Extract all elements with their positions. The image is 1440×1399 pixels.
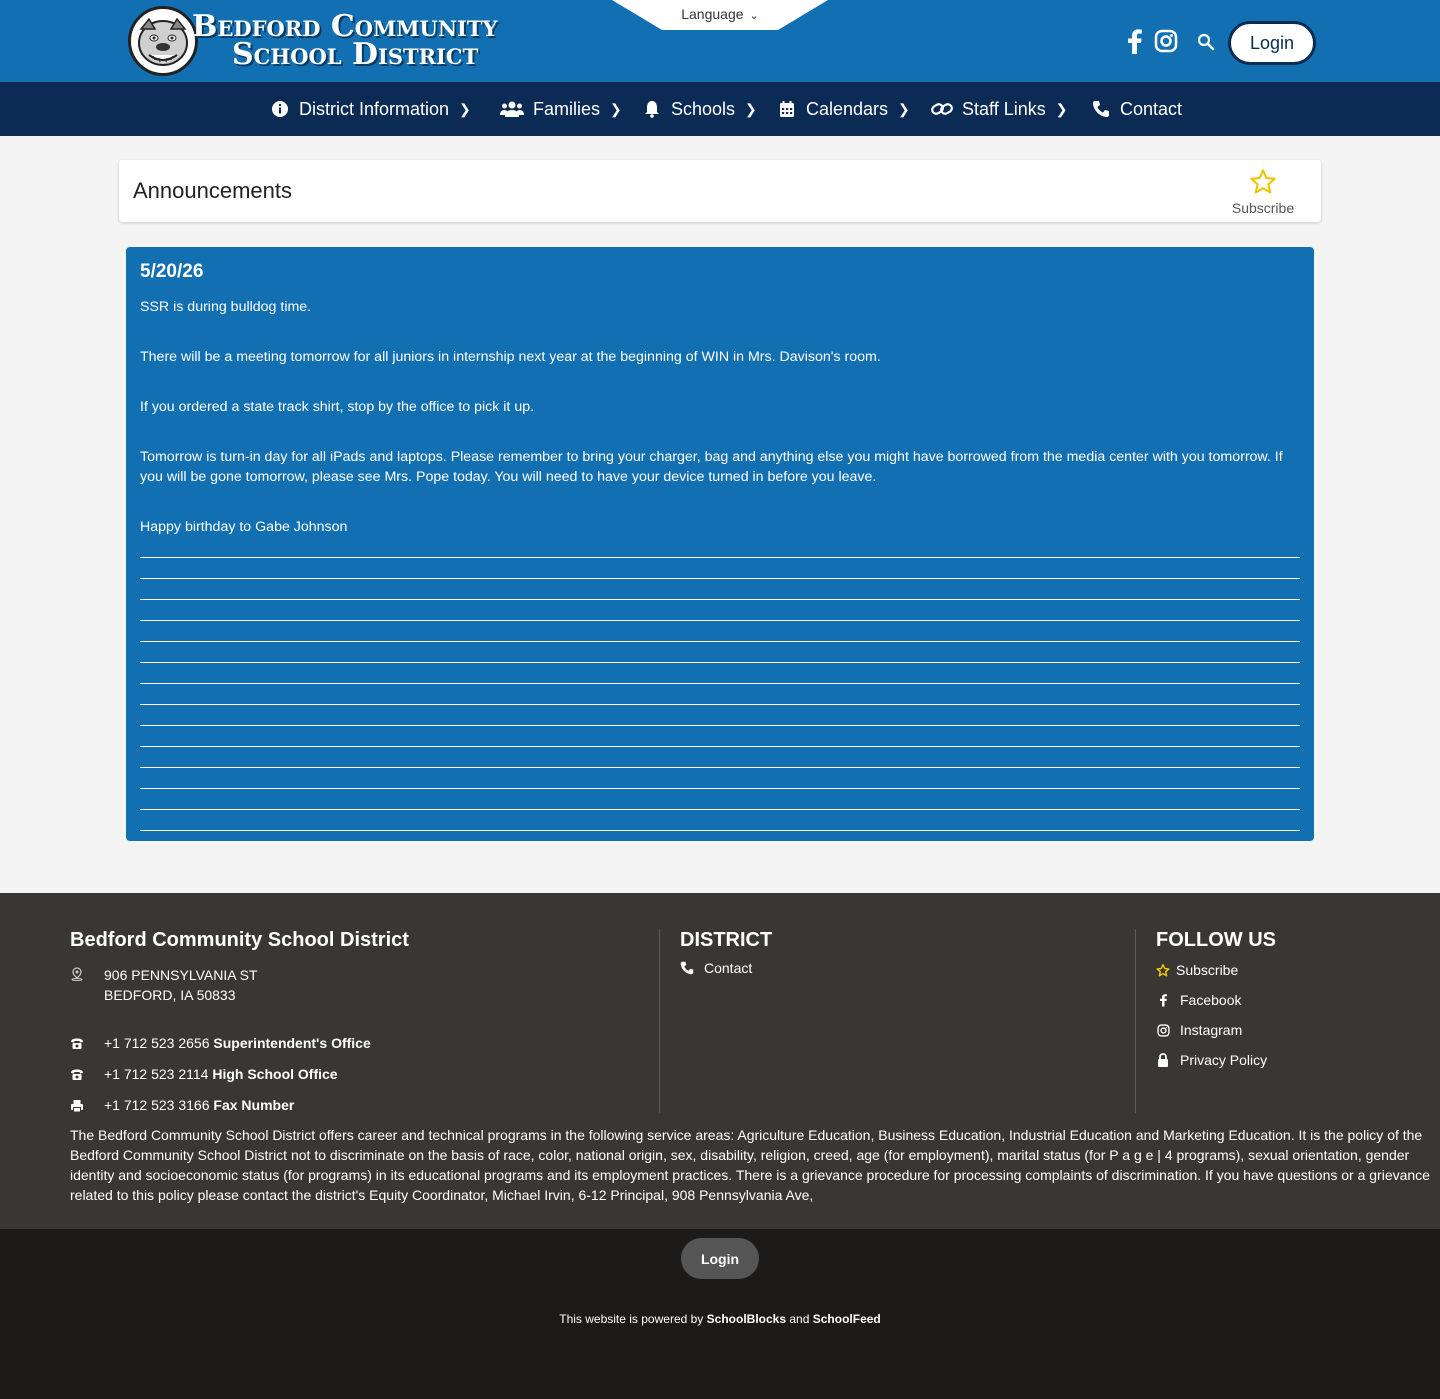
bell-icon [642, 99, 662, 119]
site-footer [0, 893, 1440, 1229]
star-icon [1248, 168, 1278, 196]
chevron-right-icon: ❯ [745, 100, 757, 117]
footer-address [104, 965, 258, 1005]
post-paragraph: SSR is during bulldog time. [140, 299, 312, 315]
footer-org-name: Bedford Community School District [70, 929, 409, 951]
nav-item-district-information[interactable] [270, 82, 471, 136]
announcements-card [119, 160, 1321, 222]
search-icon[interactable] [1197, 33, 1215, 55]
footer-district-heading: DISTRICT [680, 929, 773, 951]
phone-icon [1091, 99, 1111, 119]
powered-prefix: This website is powered by [559, 1312, 704, 1326]
telephone-icon [70, 1036, 84, 1050]
post-divider-line [140, 578, 1300, 579]
post-divider-line [140, 788, 1300, 789]
facebook-icon[interactable] [1124, 28, 1144, 58]
calendar-icon [777, 99, 797, 119]
phone-number: +1 712 523 2656 [104, 1035, 210, 1051]
subscribe-button[interactable] [1223, 168, 1303, 216]
star-icon [1156, 963, 1170, 978]
login-button[interactable]: Login [1228, 21, 1316, 65]
powered-and: and [789, 1312, 810, 1326]
footer-phone-row[interactable] [104, 1035, 371, 1051]
logo-line1: Bedford Community [192, 9, 498, 44]
footer-facebook-link[interactable] [1156, 992, 1241, 1008]
post-divider-line [140, 641, 1300, 642]
telephone-icon [70, 1067, 84, 1081]
people-icon [500, 99, 524, 119]
post-paragraph: Happy birthday to Gabe Johnson [140, 519, 348, 535]
footer-login-button[interactable]: Login [681, 1238, 759, 1279]
phone-label: Superintendent's Office [213, 1035, 371, 1051]
instagram-icon[interactable] [1154, 28, 1178, 58]
powered-by [0, 1312, 1440, 1326]
district-name-logo [192, 9, 498, 72]
phone-label: Fax Number [213, 1097, 295, 1113]
link-label: Facebook [1180, 992, 1242, 1008]
post-paragraph: Tomorrow is turn-in day for all iPads and laptops. Please remember to bring your charger, bag and anything else you might have borrowed from the media center with you tomorrow. If you will be gone tomorrow, please see Mrs. Pope today. You will need to have your device turned in before you leave. [140, 449, 1283, 485]
post-divider-line [140, 620, 1300, 621]
nav-item-families[interactable] [500, 82, 622, 136]
footer-divider [1135, 929, 1136, 1113]
nav-label: Calendars [806, 98, 889, 119]
schoolfeed-link[interactable]: SchoolFeed [812, 1312, 881, 1326]
link-icon [931, 99, 953, 119]
post-divider-line [140, 557, 1300, 558]
link-label: Subscribe [1176, 962, 1239, 978]
address-line2: BEDFORD, IA 50833 [104, 987, 236, 1003]
subscribe-label: Subscribe [1231, 200, 1295, 216]
facebook-icon [1156, 993, 1170, 1007]
nav-item-calendars[interactable] [777, 82, 910, 136]
lock-icon [1156, 1053, 1170, 1067]
logo-line2: School District [232, 37, 479, 72]
post-divider-line [140, 725, 1300, 726]
address-line1: 906 PENNSYLVANIA ST [104, 967, 258, 983]
main-nav [0, 82, 1440, 136]
nav-label: Families [533, 98, 601, 119]
chevron-right-icon: ❯ [610, 100, 622, 117]
chevron-down-icon: ⌄ [749, 10, 759, 22]
post-divider-line [140, 746, 1300, 747]
link-label: Instagram [1180, 1022, 1243, 1038]
chevron-right-icon: ❯ [459, 100, 471, 117]
footer-phone-row[interactable] [104, 1097, 294, 1113]
fax-icon [70, 1098, 84, 1112]
footer-contact-link[interactable] [680, 960, 752, 976]
post-paragraph: If you ordered a state track shirt, stop by the office to pick it up. [140, 399, 535, 415]
footer-phone-row[interactable] [104, 1066, 338, 1082]
footer-divider [659, 929, 660, 1113]
footer-subscribe-link[interactable] [1156, 962, 1238, 978]
nondiscrimination-policy: The Bedford Community School District offers career and technical programs in the following service areas: Agriculture Education, Business Education, Industrial Education and Marketing Education. It is the policy of the Bedford Community School District not to discriminate on the basis of race, color, national origin, sex, disability, religion, creed, age (for employment), marital status (for P a g e | 4 programs), sexual orientation, gender identity and socioeconomic status (for programs) in its educational programs and its employment practices. There is a grievance procedure for processing complaints of discrimination. If you have questions or a grievance related to this policy please contact the district's Equity Coordinator, Michael Irvin, 6-12 Principal, 908 Pennsylvania Ave, [70, 1127, 1430, 1203]
phone-icon [680, 961, 694, 975]
bulldog-mascot-icon [128, 6, 198, 76]
footer-instagram-link[interactable] [1156, 1022, 1242, 1038]
chevron-right-icon: ❯ [898, 100, 910, 117]
post-divider-line [140, 599, 1300, 600]
post-divider-line [140, 767, 1300, 768]
post-divider-line [140, 683, 1300, 684]
bottom-bar [0, 1229, 1440, 1399]
top-header [0, 0, 1440, 82]
footer-follow-heading: FOLLOW US [1156, 929, 1276, 951]
phone-label: High School Office [212, 1066, 338, 1082]
nav-item-schools[interactable] [642, 82, 757, 136]
post-divider-line [140, 809, 1300, 810]
nav-label: Contact [1120, 98, 1183, 119]
instagram-icon [1156, 1024, 1170, 1037]
post-divider-line [140, 830, 1300, 831]
link-label: Contact [704, 960, 753, 976]
info-icon [270, 99, 290, 119]
district-logo[interactable] [128, 6, 498, 76]
nav-label: Schools [671, 98, 736, 119]
nav-label: District Information [299, 98, 450, 119]
announcement-post [126, 247, 1314, 841]
language-selector[interactable] [612, 0, 828, 30]
page-title: Announcements [133, 178, 292, 203]
chevron-right-icon: ❯ [1055, 100, 1068, 117]
phone-number: +1 712 523 2114 [104, 1066, 209, 1082]
map-pin-icon [70, 966, 84, 980]
nav-item-staff-links[interactable] [931, 82, 1067, 136]
phone-number: +1 712 523 3166 [104, 1097, 210, 1113]
schoolblocks-link[interactable]: SchoolBlocks [706, 1312, 787, 1326]
post-date: 5/20/26 [140, 261, 204, 282]
post-divider-line [140, 662, 1300, 663]
nav-label: Staff Links [962, 98, 1046, 119]
link-label: Privacy Policy [1180, 1052, 1268, 1068]
post-paragraph: There will be a meeting tomorrow for all juniors in internship next year at the beginning of WIN in Mrs. Davison's room. [140, 349, 881, 365]
post-divider-line [140, 704, 1300, 705]
footer-privacy-link[interactable] [1156, 1052, 1267, 1068]
nav-item-contact[interactable] [1091, 82, 1182, 136]
language-label: Language [681, 6, 744, 22]
